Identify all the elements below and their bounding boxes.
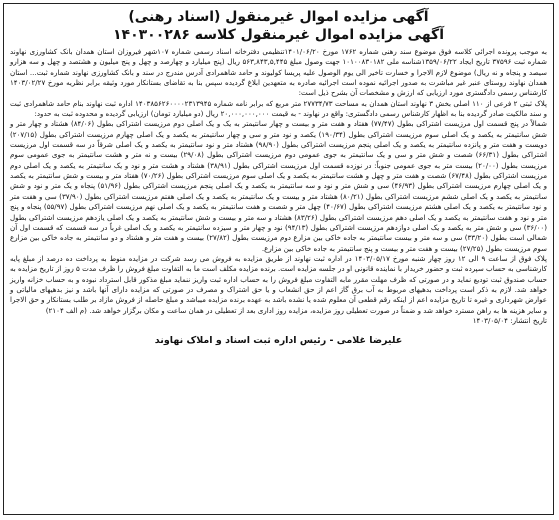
paragraph-property: پلاک ثبتی ۲ فرعی از ۱۱۰ اصلی بخش ۳ نهاوند استان همدان به مساحت ۲۷۷۳۴/۷۳ متر مربع که برابر نامه شماره ۱۴۰۳۸۵۶۲۶۰۰۰۰۲۳۱۳۹۴۵ اداره ثبت نهاوند بنام حامد شاهمرادی ثبت و سند مالکیت صادر گردیده بنا به اظهار کارشناس رسمی دادگستری: واقع در نهاوند - به قیمت ۲۰,۰۰۰,۰۰۰,۰۰۰ ریال (دو میلیارد تومان) ارزیابی گردیده و محدوده ثبت به حدود: [10, 98, 548, 119]
notice-subtitle: آگهی مزایده اموال غیرمنقول کلاسه ۱۴۰۳۰۰۲۸۶ [113, 27, 444, 43]
paragraph-case: به موجب پرونده اجرائی کلاسه فوق موضوع سند رهنی شماره ۱۷۶۲ مورخ ۱۴۰۱/۰۶/۲۰تنظیمی دفترخانه اسناد رسمی شماره ۱۰۷شهر فیروزان استان همدان بانک کشاورزی نهاوند شماره ثبت ۳۷۵۹۶ تاریخ ایجاد ۱۳۵۹/۰۶/۲۲شناسه ملی ۱۰۱۰۰۸۳۰۱۸۲ جهت وصول مبلغ ۵۶۳,۸۴۳,۵,۴۴۵ ریال (پنج میلیارد و چهارصد و چهل و پنج میلیون و هشتصد و چهل و سه هزارو سیصد و پنجاه و نه ریال) موضوع لازم الاجرا و خسارت تاخیر الی یوم الوصول علیه پریسا کولیوند و حامد شاهمرادی آدرس مندرج در سند و بانک کشاورزی نهاوند شماره ثبت... استان همدان نهاوند روستای عنبر غیر مباشرت به صدور اجرائیه نموده است اجرائیه صادره به متعهدین ابلاغ گردیده سپس بنا به تقاضای بستانکار مورد وثیقه برابر نظریه مورخ ۱۴۰۳/۰۲/۲۷ کارشناس رسمی دادگستری مورد ارزیابی که ارزش و مشخصات آن بشرح ذیل است: [10, 47, 547, 98]
paragraph-boundaries: شمالاً در پنج قسمت اول مرزیست اشتراکی بطول (۷۷/۴۷) هفتاد و هفت متر و بیست و چهار سانتیمتر به یک و یک اصلی دوم مرزیست اشتراکی بطول (۸۴/۰۶) هشتاد و چهار متر و شش سانتیمتر به یکصد و یک اصلی سوم مرزیست اشتراکی بطول (۱۹۰/۳۴) یکصد و نود متر و سی و چهار سانتیمتر به یکصد و یک اصلی چهارم مرزیست اشتراکی بطول (۲۰۷/۱۵) دویست و هفت متر و پانزده سانتیمتر به یکصد و یک اصلی پنجم مرزیست اشتراکی بطول (۹۸/۹۰) هشتاد متر و نود سانتیمتر به یکصد و یک اصلی شرقاً در سه قسمت اول مرزیست اشتراکی بطول (۶۶/۳۱) شصت و شش متر و سی و یک سانتیمتر به جوی عمومی دوم مرزیست اشتراکی بطول (۲۹/۰۸) بیست و نه متر و هشت سانتیمتر به جوی عمومی سوم مرزیست بطول (۲۰/۰۰) بیست متر به جوی عمومی جنوباً: در نوزده قسمت اول مرزیست اشتراکی بطول (۳۸/۹۱) هشتاد و هشت متر و نود و یک سانتیمتر به یکصد و یک اصلی دوم مرزیست اشتراکی بطول (۶۷/۴۸) شصت و هفت متر و چهل و هشت سانتیمتر به یکصد و یک اصلی سوم مرزیست اشتراکی بطول (۷۰/۲۶) هفتاد متر و بیست و شش سانتیمتر به یکصد و یک اصلی چهارم مرزیست اشتراکی بطول (۴۶/۹۳) سی و شش متر و نود و سه سانتیمتر به یکصد و یک اصلی پنجم مرزیست اشتراکی بطول (۵۱/۹۶) پنجاه و یک متر و نود و شش سانتیمتر به یکصد و یک اصلی ششم مرزیست اشتراکی بطول (۸۰/۲۱) هشتاد متر و بیست و یک سانتیمتر به یکصد و یک اصلی هفتم مرزیست اشتراکی بطول (۳۷/۹۰) سی و هفت متر و نود سانتیمتر به یکصد و یک اصلی هشتم مرزیست اشتراکی بطول (۴۰/۶۷) چهل متر و شصت و هفت سانتیمتر به یکصد و یک اصلی نهم مرزیست اشتراکی بطول (۵۵/۹۷) پنجاه و پنج متر و نود و هفت سانتیمتر به یکصد و یک اصلی دهم مرزیست اشتراکی بطول (۸۳/۲۶) هشتاد و سه متر و بیست و شش سانتیمتر به یکصد و یک اصلی یازدهم مرزیست اشتراکی بطول (۳۶/۰۰) سی و شش متر به یکصد و یک اصلی دوازدهم مرزیست اشتراکی بطول (۹۴/۱۳) نود و چهار متر و سیزده سانتیمتر به یکصد و یک اصلی غرباً در سه قسمت که قسمت اول آن شمالی است بطول (۳۳/۲۰) سی و سه متر و بیست سانتیمتر به جاده خاکی بین مزارع دوم مرزیست بطول (۲۷/۸۲) بیست و هفت متر و هشتاد و دو سانتیمتر به جاده خاکی بین مزارع سوم مرزیست بطول (۲۷/۲۵) بیست و هفت متر و بیست و پنج سانتیمتر به جاده خاکی بین مزارع. [10, 119, 548, 253]
notice-header [4, 4, 553, 44]
paragraph-auction-terms: پلاک فوق از ساعت ۹ الی ۱۲ روز چهار شنبه مورخ ۱۴۰۳/۰۵/۱۷ در اداره ثبت نهاوند از طریق مزایده به فروش می رسد شرکت در مزایده منوط به پرداخت ده درصد از مبلغ پایه کارشناسی به حساب سپرده ثبت و حضور خریدار با نماینده قانونی او در جلسه مزایده است. برنده مزایده مکلف است ما به التفاوت مبلغ فروش را ظرف مدت ۵ روز از تاریخ مزایده به حساب صندوق ثبت تودیع نماید و در صورتی که ظرف مهلت مقرر مابه التفاوت مبلغ فروش را به حساب اداره ثبت واریز ننماید مبلغ مذکور قابل استرداد نبوده و به حساب خزانه واریز خواهد شد. لازم به ذکر است پرداخت بدهیهای مربوط به آب برق گاز اعم از حق انشعاب و یا حق اشتراک و مصرف در صورتی که مزایده دارای آنها باشد و نیز بدهیهای مالیاتی و عوارض شهرداری و غیره تا تاریخ مزایده اعم از اینکه رقم قطعی آن معلوم شده یا نشده باشد به عهده برنده مزایده میباشد و مبلغ حاصله از فروش مازاد بر طلب بستانکار و حق الاجرا و سایر هزینه ها به راهن مسترد خواهد شد و ضمناً در صورت تعطیلی روز مزایده، مزایده روز اداری بعد از تعطیلی در همان ساعت و مکان برگزار خواهد شد. (م الف ۲۱۰۴) [10, 253, 547, 315]
signature: علیرضا غلامی - رئیس اداره ثبت اسناد و املاک نهاوند [154, 335, 403, 347]
publication-date: تاریخ انتشار: ۱۴۰۳/۰۵/۰۴ [472, 315, 547, 325]
notice-frame [3, 3, 554, 515]
notice-title: آگهی مزایده اموال غیرمنقول (اسناد رهنی) [128, 9, 429, 25]
notice-body [4, 44, 553, 316]
